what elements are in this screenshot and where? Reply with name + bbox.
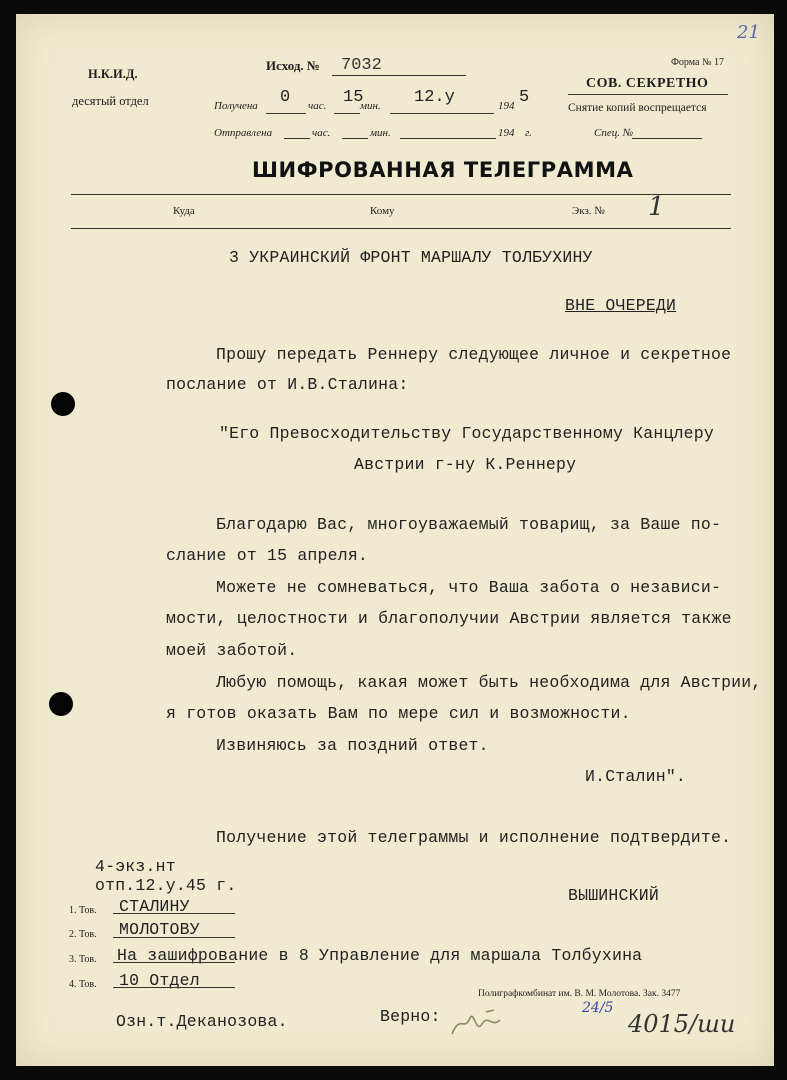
received-label: Получена [214, 100, 258, 112]
paragraph-1-line-2: слание от 15 апреля. [166, 546, 369, 565]
sent-min-label: мин. [370, 127, 391, 139]
copy-notice: Снятие копий воспрещается [568, 102, 707, 114]
page-number: 21 [737, 22, 760, 43]
org-name: Н.К.И.Д. [88, 67, 138, 81]
paragraph-1-line-1: Благодарю Вас, многоуважаемый товарищ, за Ваше по- [216, 515, 722, 534]
year-digit: 5 [519, 88, 530, 107]
paragraph-3-line-2: я готов оказать Вам по мере сил и возможности. [166, 704, 631, 723]
sent-year: 194 [498, 127, 515, 139]
sent-date: отп.12.у.45 г. [95, 876, 237, 895]
received-date: 12.у [414, 88, 455, 107]
whom-label: Кому [370, 205, 395, 217]
received-hour: 0 [280, 88, 291, 107]
printer-imprint: Полиграфкомбинат им. В. М. Молотова. Зак. 3477 [478, 989, 681, 999]
received-minute: 15 [343, 88, 364, 107]
outgoing-number: 7032 [341, 56, 382, 75]
paragraph-3-line-1: Любую помощь, какая может быть необходима для Австрии, [216, 673, 762, 692]
distribution-3: На зашифрование в 8 Управление для маршала Толбухина [117, 946, 643, 965]
distribution-4: 10 Отдел [119, 971, 200, 990]
sent-hour-label: час. [312, 127, 331, 139]
distribution-2: МОЛОТОВУ [119, 920, 200, 939]
hour-label: час. [308, 100, 327, 112]
document-title: ШИФРОВАННАЯ ТЕЛЕГРАММА [252, 158, 634, 182]
min-label: мин. [360, 100, 381, 112]
form-number: Форма № 17 [671, 57, 724, 68]
signature: И.Сталин". [585, 767, 687, 786]
distribution-4-label: 4. Тов. [69, 979, 97, 990]
outgoing-label: Исход. № [266, 58, 320, 73]
year-suffix: г. [525, 127, 532, 139]
paragraph-2-line-2: мости, целостности и благополучии Австрии является также [166, 609, 732, 628]
punch-hole-bottom [49, 692, 73, 716]
intro-line-1: Прошу передать Реннеру следующее личное и секретное [216, 345, 732, 364]
verified-label: Верно: [380, 1007, 441, 1026]
priority-mark: ВНЕ ОЧЕРЕДИ [565, 296, 677, 315]
copy-number: 1 [648, 192, 665, 222]
to-label: Куда [173, 205, 195, 217]
spec-label: Спец. № [594, 127, 634, 139]
sent-label: Отправлена [214, 127, 273, 139]
acknowledgement: Озн.т.Деканозова. [116, 1012, 288, 1031]
distribution-1-label: 1. Тов. [69, 905, 97, 916]
paragraph-2-line-1: Можете не сомневаться, что Ваша забота о независи- [216, 578, 722, 597]
handwritten-code: 4015/ши [628, 1010, 736, 1038]
sender-name: ВЫШИНСКИЙ [568, 886, 659, 905]
intro-line-2: послание от И.В.Сталина: [166, 375, 409, 394]
department-name: десятый отдел [72, 94, 149, 108]
verifier-signature [446, 1004, 516, 1044]
salutation-line-2: Австрии г-ну К.Реннеру [354, 455, 577, 474]
punch-hole-top [51, 392, 75, 416]
copy-count: 4-экз.нт [95, 857, 176, 876]
handwritten-date: 24/5 [582, 1000, 614, 1016]
confirmation-request: Получение этой телеграммы и исполнение подтвердите. [216, 828, 732, 847]
distribution-3-label: 3. Тов. [69, 954, 97, 965]
salutation-line-1: "Его Превосходительству Государственному Канцлеру [219, 424, 714, 443]
copy-label: Экз. № [572, 205, 605, 217]
telegram-page [16, 14, 774, 1066]
distribution-2-label: 2. Тов. [69, 929, 97, 940]
paragraph-2-line-3: моей заботой. [166, 641, 298, 660]
paragraph-4: Извиняюсь за поздний ответ. [216, 736, 489, 755]
distribution-1: СТАЛИНУ [119, 897, 190, 916]
classification: СОВ. СЕКРЕТНО [586, 76, 709, 91]
year-prefix: 194 [498, 100, 515, 112]
addressee: 3 УКРАИНСКИЙ ФРОНТ МАРШАЛУ ТОЛБУХИНУ [229, 248, 593, 267]
